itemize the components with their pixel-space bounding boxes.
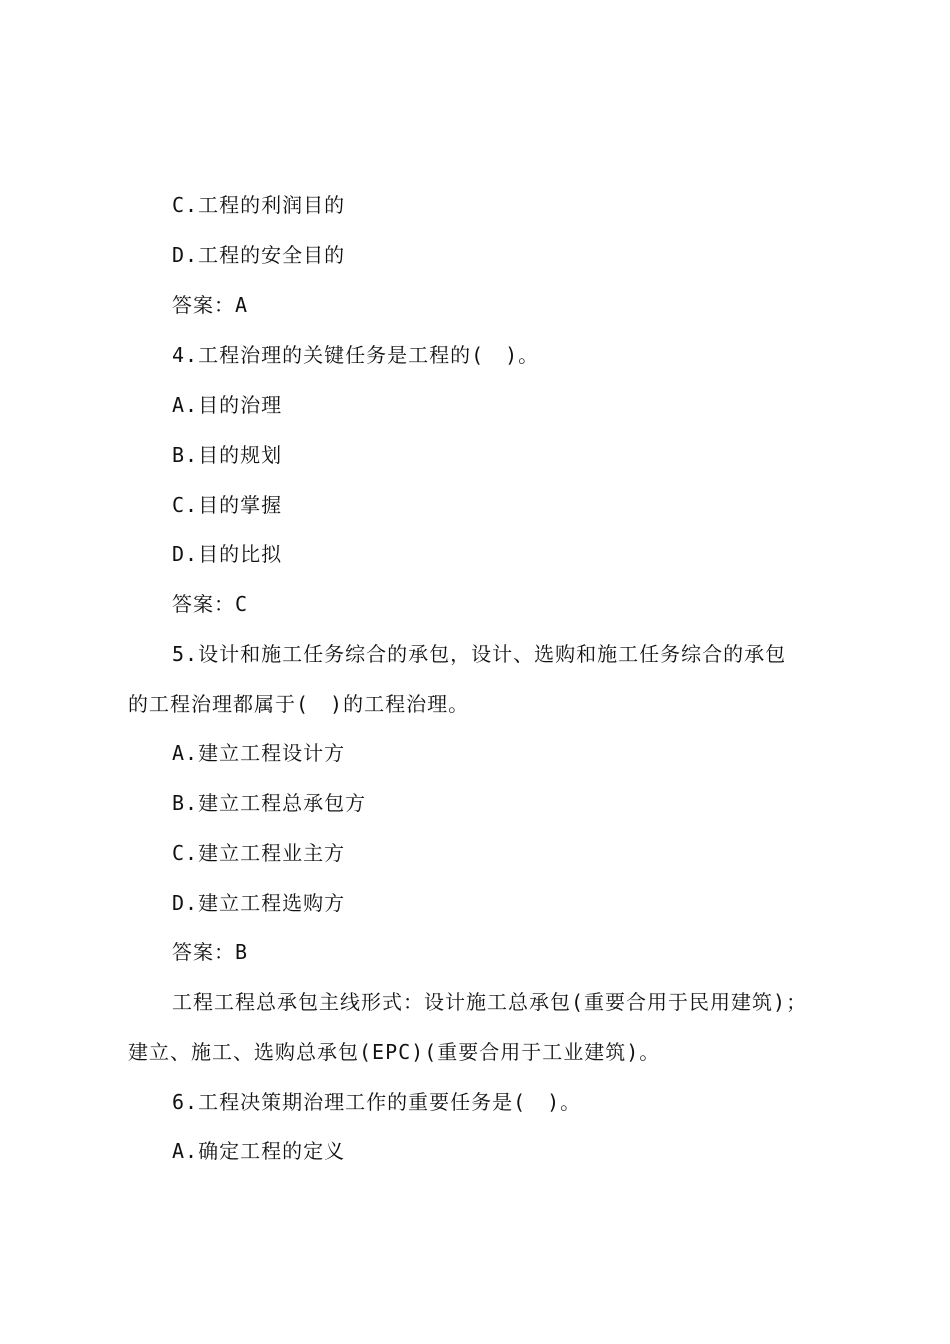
option-a-q4: A.目的治理 bbox=[172, 393, 283, 417]
note-line-2: 建立、施工、选购总承包(EPC)(重要合用于工业建筑)。 bbox=[128, 1040, 661, 1064]
note-line-1: 工程工程总承包主线形式：设计施工总承包(重要合用于民用建筑)； bbox=[172, 990, 808, 1014]
answer-q3: 答案：A bbox=[172, 293, 249, 317]
option-d-q3: D.工程的安全目的 bbox=[172, 243, 346, 267]
option-b-q5: B.建立工程总承包方 bbox=[172, 791, 367, 815]
option-a-q5: A.建立工程设计方 bbox=[172, 741, 346, 765]
option-a-q6: A.确定工程的定义 bbox=[172, 1139, 346, 1163]
option-c-q4: C.目的掌握 bbox=[172, 493, 283, 517]
question-4: 4.工程治理的关键任务是工程的( )。 bbox=[172, 343, 540, 367]
option-c-q3: C.工程的利润目的 bbox=[172, 193, 346, 217]
question-6: 6.工程决策期治理工作的重要任务是( )。 bbox=[172, 1090, 582, 1114]
answer-q4: 答案：C bbox=[172, 592, 249, 616]
question-5-line-2: 的工程治理都属于( )的工程治理。 bbox=[128, 692, 470, 716]
option-b-q4: B.目的规划 bbox=[172, 443, 283, 467]
question-5-line-1: 5.设计和施工任务综合的承包，设计、选购和施工任务综合的承包 bbox=[172, 642, 787, 666]
option-d-q4: D.目的比拟 bbox=[172, 542, 283, 566]
answer-q5: 答案：B bbox=[172, 940, 249, 964]
option-c-q5: C.建立工程业主方 bbox=[172, 841, 346, 865]
option-d-q5: D.建立工程选购方 bbox=[172, 891, 346, 915]
